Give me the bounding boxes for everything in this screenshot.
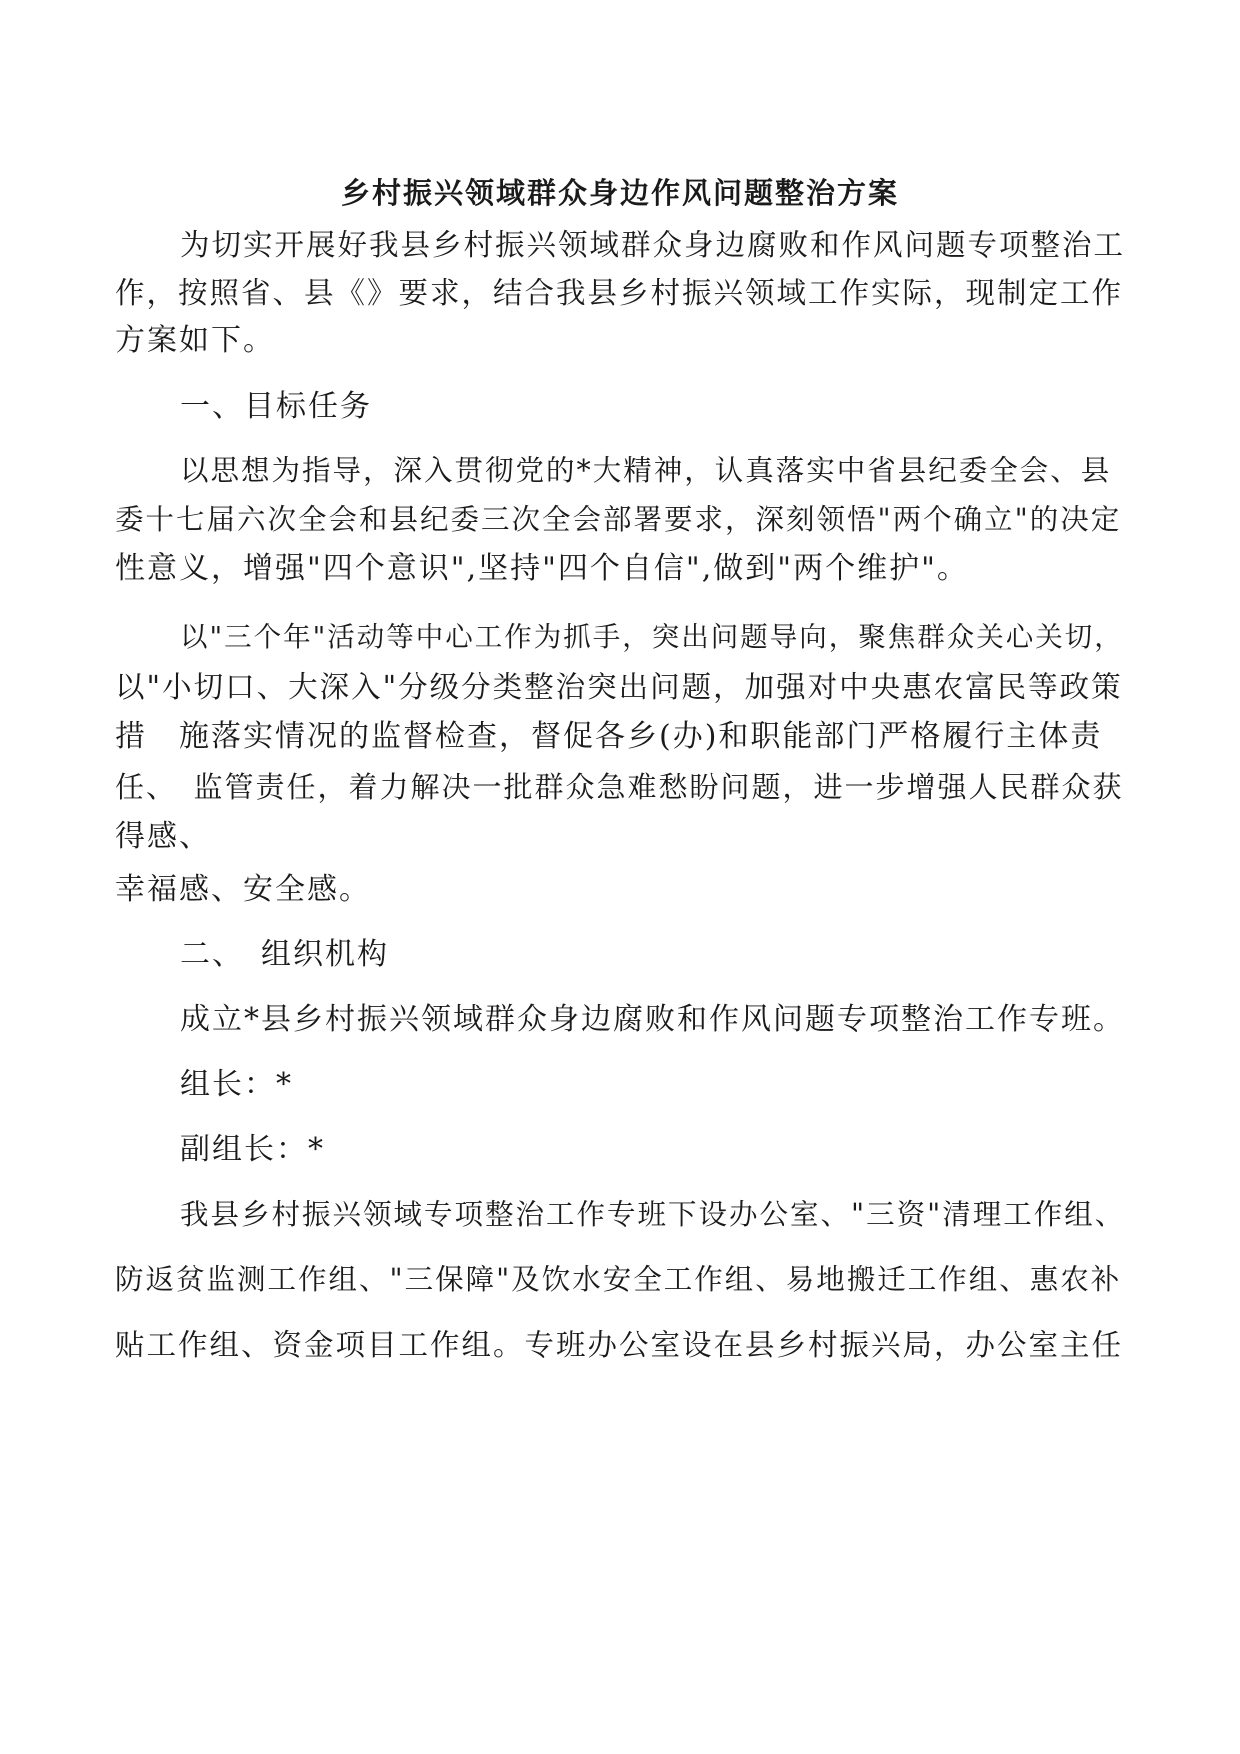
document-title: 乡村振兴领域群众身边作风问题整治方案 [340,176,899,210]
text-line: 幸福感、安全感。 [115,872,371,907]
text-line: 成立*县乡村振兴领域群众身边腐败和作风问题专项整治工作专班。 [180,1002,1125,1037]
text-line: 防返贫监测工作组、"三保障"及饮水安全工作组、易地搬迁工作组、惠农补 [115,1263,1122,1296]
text-line: 以"三个年"活动等中心工作为抓手，突出问题导向，聚焦群众关心关切， [180,621,1124,653]
text-line: 贴工作组、资金项目工作组。专班办公室设在县乡村振兴局，办公室主任 [115,1328,1124,1362]
text-line: 以"小切口、大深入"分级分类整治突出问题，加强对中央惠农富民等政策 [115,670,1123,704]
text-line: 副组长：* [180,1132,325,1167]
section-heading: 一、目标任务 [180,389,372,424]
text-line: 委十七届六次全会和县纪委三次全会部署要求，深刻领悟"两个确立"的决定 [115,503,1122,536]
section-heading: 二、 组织机构 [180,937,389,972]
text-line: 措 施落实情况的监督检查，督促各乡(办)和职能部门严格履行主体责 [115,719,1103,754]
text-line: 性意义，增强"四个意识",坚持"四个自信",做到"两个维护"。 [115,551,969,586]
text-line: 为切实开展好我县乡村振兴领域群众身边腐败和作风问题专项整治工 [180,228,1126,262]
text-line: 组长：* [180,1067,293,1102]
text-line: 作，按照省、县《》要求，结合我县乡村振兴领域工作实际，现制定工作 [115,276,1124,310]
text-line: 以思想为指导，深入贯彻党的*大精神，认真落实中省县纪委全会、县 [180,454,1112,487]
text-line: 我县乡村振兴领域专项整治工作专班下设办公室、"三资"清理工作组、 [180,1198,1126,1231]
text-line: 任、 监管责任，着力解决一批群众急难愁盼问题，进一步增强人民群众获 [115,770,1124,804]
text-line: 方案如下。 [115,323,275,358]
text-line: 得感、 [115,819,211,854]
